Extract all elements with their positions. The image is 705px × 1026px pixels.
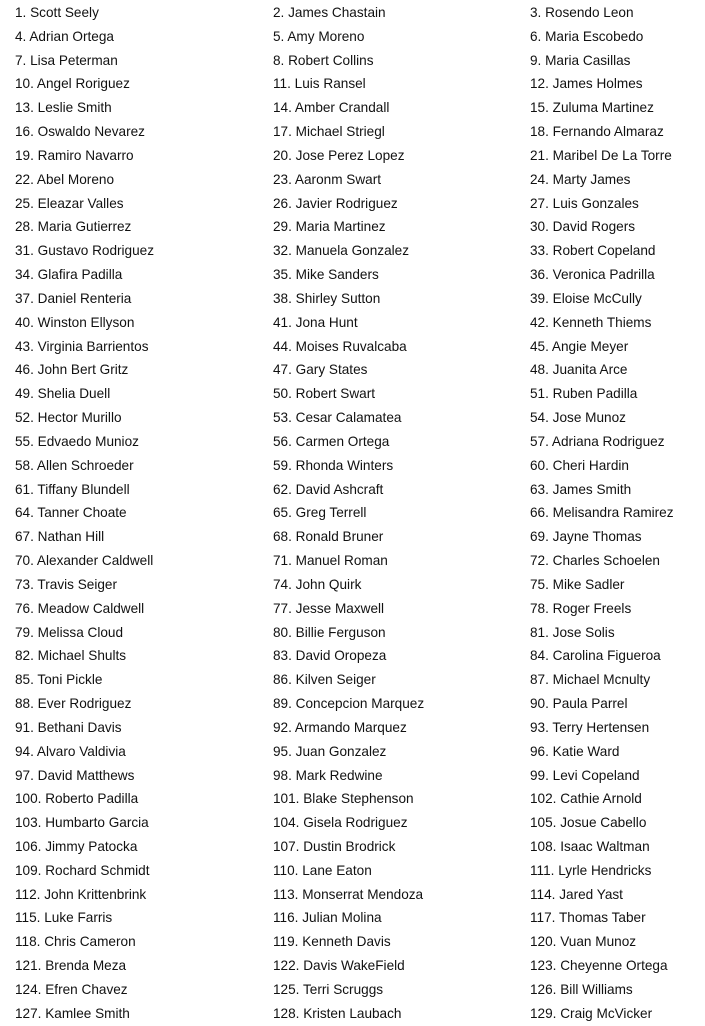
list-item: 48. Juanita Arce [530, 362, 628, 378]
list-item: 17. Michael Striegl [273, 124, 385, 140]
list-item: 126. Bill Williams [530, 981, 633, 997]
list-item: 84. Carolina Figueroa [530, 648, 661, 664]
list-item: 101. Blake Stephenson [273, 791, 414, 807]
list-item: 13. Leslie Smith [15, 100, 112, 116]
list-item: 59. Rhonda Winters [273, 457, 394, 473]
list-item: 5. Amy Moreno [273, 28, 365, 44]
list-item: 43. Virginia Barrientos [15, 338, 149, 354]
list-item: 64. Tanner Choate [15, 505, 127, 521]
list-item: 4. Adrian Ortega [15, 28, 114, 44]
list-item: 15. Zuluma Martinez [530, 100, 654, 116]
list-item: 74. John Quirk [273, 576, 362, 592]
list-item: 110. Lane Eaton [273, 862, 372, 878]
list-item: 94. Alvaro Valdivia [15, 743, 126, 759]
list-item: 20. Jose Perez Lopez [273, 147, 405, 163]
list-item: 66. Melisandra Ramirez [530, 505, 674, 521]
list-item: 111. Lyrle Hendricks [530, 862, 652, 878]
list-item: 6. Maria Escobedo [530, 28, 644, 44]
list-item: 7. Lisa Peterman [15, 52, 118, 68]
list-item: 114. Jared Yast [530, 886, 623, 902]
list-item: 72. Charles Schoelen [530, 553, 660, 569]
list-item: 10. Angel Roriguez [15, 76, 130, 92]
list-item: 108. Isaac Waltman [530, 838, 650, 854]
list-item: 18. Fernando Almaraz [530, 124, 664, 140]
list-item: 115. Luke Farris [15, 910, 113, 926]
list-item: 99. Levi Copeland [530, 767, 640, 783]
list-item: 1. Scott Seely [15, 5, 99, 20]
list-item: 117. Thomas Taber [530, 910, 646, 926]
list-item: 109. Rochard Schmidt [15, 862, 150, 878]
list-item: 19. Ramiro Navarro [15, 147, 134, 163]
list-item: 52. Hector Murillo [15, 410, 122, 426]
list-item: 97. David Matthews [15, 767, 135, 783]
list-item: 55. Edvaedo Munioz [15, 433, 139, 449]
list-item: 54. Jose Munoz [530, 410, 626, 426]
list-item: 67. Nathan Hill [15, 529, 105, 545]
list-item: 47. Gary States [273, 362, 368, 378]
list-item: 118. Chris Cameron [15, 934, 136, 950]
list-item: 68. Ronald Bruner [273, 529, 384, 545]
list-item: 46. John Bert Gritz [15, 362, 129, 378]
list-item: 85. Toni Pickle [15, 672, 103, 688]
list-item: 73. Travis Seiger [15, 576, 117, 592]
list-item: 56. Carmen Ortega [273, 433, 390, 449]
list-item: 104. Gisela Rodriguez [273, 815, 408, 831]
list-item: 120. Vuan Munoz [530, 934, 637, 950]
list-item: 100. Roberto Padilla [15, 791, 139, 807]
list-item: 80. Billie Ferguson [273, 624, 386, 640]
list-item: 9. Maria Casillas [530, 52, 631, 68]
list-item: 65. Greg Terrell [273, 505, 367, 521]
list-item: 21. Maribel De La Torre [530, 147, 672, 163]
list-item: 23. Aaronm Swart [273, 171, 382, 187]
list-item: 91. Bethani Davis [15, 719, 122, 735]
list-item: 75. Mike Sadler [530, 576, 625, 592]
list-item: 71. Manuel Roman [273, 553, 388, 569]
list-item: 41. Jona Hunt [273, 314, 358, 330]
list-item: 87. Michael Mcnulty [530, 672, 651, 688]
list-item: 60. Cheri Hardin [530, 457, 629, 473]
list-item: 8. Robert Collins [273, 52, 374, 68]
list-item: 26. Javier Rodriguez [273, 195, 398, 211]
list-item: 103. Humbarto Garcia [15, 815, 149, 831]
list-item: 79. Melissa Cloud [15, 624, 124, 640]
list-item: 70. Alexander Caldwell [15, 553, 154, 569]
list-item: 129. Craig McVicker [530, 1005, 653, 1021]
list-item: 124. Efren Chavez [15, 981, 128, 997]
list-item: 29. Maria Martinez [273, 219, 386, 235]
list-item: 61. Tiffany Blundell [15, 481, 130, 497]
list-item: 122. Davis WakeField [273, 958, 405, 974]
list-item: 82. Michael Shults [15, 648, 127, 664]
list-item: 57. Adriana Rodriguez [530, 433, 665, 449]
list-item: 127. Kamlee Smith [15, 1005, 130, 1021]
list-item: 28. Maria Gutierrez [15, 219, 132, 235]
list-item: 106. Jimmy Patocka [15, 838, 138, 854]
list-item: 39. Eloise McCully [530, 290, 642, 306]
list-item: 35. Mike Sanders [273, 267, 379, 283]
list-item: 30. David Rogers [530, 219, 636, 235]
list-item: 32. Manuela Gonzalez [273, 243, 410, 259]
list-item: 3. Rosendo Leon [530, 5, 634, 20]
list-item: 128. Kristen Laubach [273, 1005, 402, 1021]
list-item: 45. Angie Meyer [530, 338, 629, 354]
list-item: 76. Meadow Caldwell [15, 600, 145, 616]
list-item: 34. Glafira Padilla [15, 267, 123, 283]
list-item: 62. David Ashcraft [273, 481, 384, 497]
list-item: 107. Dustin Brodrick [273, 838, 396, 854]
list-item: 95. Juan Gonzalez [273, 743, 387, 759]
list-item: 44. Moises Ruvalcaba [273, 338, 407, 354]
list-item: 40. Winston Ellyson [15, 314, 135, 330]
list-item: 93. Terry Hertensen [530, 719, 650, 735]
list-item: 96. Katie Ward [530, 743, 620, 759]
list-item: 24. Marty James [530, 171, 631, 187]
list-item: 2. James Chastain [273, 5, 386, 20]
list-item: 78. Roger Freels [530, 600, 632, 616]
list-item: 105. Josue Cabello [530, 815, 647, 831]
list-item: 25. Eleazar Valles [15, 195, 124, 211]
list-item: 69. Jayne Thomas [530, 529, 642, 545]
list-item: 102. Cathie Arnold [530, 791, 642, 807]
list-item: 58. Allen Schroeder [15, 457, 134, 473]
list-item: 53. Cesar Calamatea [273, 410, 402, 426]
list-item: 116. Julian Molina [273, 910, 382, 926]
list-item: 89. Concepcion Marquez [273, 696, 425, 712]
list-item: 125. Terri Scruggs [273, 981, 384, 997]
list-item: 38. Shirley Sutton [273, 290, 381, 306]
list-item: 90. Paula Parrel [530, 696, 628, 712]
list-item: 98. Mark Redwine [273, 767, 383, 783]
list-item: 88. Ever Rodriguez [15, 696, 132, 712]
list-item: 12. James Holmes [530, 76, 643, 92]
list-item: 33. Robert Copeland [530, 243, 656, 259]
list-item: 113. Monserrat Mendoza [273, 886, 424, 902]
list-item: 51. Ruben Padilla [530, 386, 638, 402]
list-item: 112. John Krittenbrink [15, 886, 147, 902]
list-item: 119. Kenneth Davis [273, 934, 391, 950]
list-item: 37. Daniel Renteria [15, 290, 132, 306]
list-item: 16. Oswaldo Nevarez [15, 124, 145, 140]
list-item: 83. David Oropeza [273, 648, 387, 664]
list-item: 123. Cheyenne Ortega [530, 958, 668, 974]
list-item: 36. Veronica Padrilla [530, 267, 655, 283]
list-item: 50. Robert Swart [273, 386, 375, 402]
list-item: 42. Kenneth Thiems [530, 314, 652, 330]
list-item: 92. Armando Marquez [273, 719, 407, 735]
list-item: 77. Jesse Maxwell [273, 600, 385, 616]
list-item: 49. Shelia Duell [15, 386, 111, 402]
list-item: 121. Brenda Meza [15, 958, 127, 974]
list-item: 31. Gustavo Rodriguez [15, 243, 155, 259]
list-item: 86. Kilven Seiger [273, 672, 376, 688]
list-item: 27. Luis Gonzales [530, 195, 639, 211]
list-item: 14. Amber Crandall [273, 100, 390, 116]
list-item: 63. James Smith [530, 481, 632, 497]
list-item: 22. Abel Moreno [15, 171, 114, 187]
list-item: 11. Luis Ransel [273, 76, 366, 92]
list-item: 81. Jose Solis [530, 624, 615, 640]
